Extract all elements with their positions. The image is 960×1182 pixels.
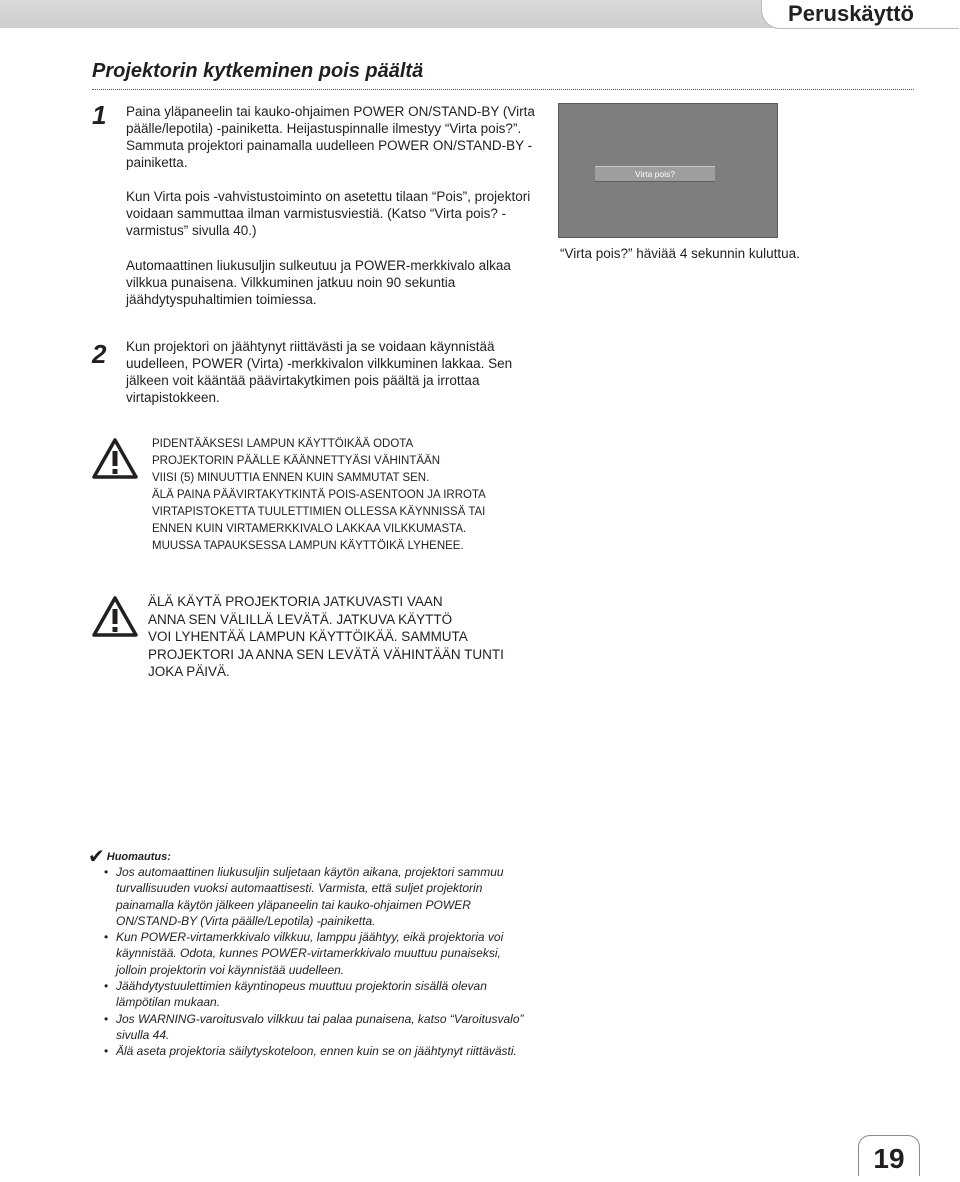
projection-screen-illustration — [558, 103, 778, 238]
note-item: • Kun POWER-virtamerkkivalo vilkkuu, lamppu jäähtyy, eikä projektoria voi käynnistää. Odota, kunnes POWER-virtamerkkivalo muuttuu punaiseksi, jolloin projektorin voi käynnistää uudelleen. — [104, 929, 524, 978]
step-1-paragraph-3: Automaattinen liukusuljin sulkeutuu ja POWER-merkkivalo alkaa vilkkua punaisena. Vilkkuminen jatkuu noin 90 sekuntia jäähdytyspuhaltimien toimiessa. — [126, 258, 511, 307]
note-item: • Jos automaattinen liukusuljin suljetaan käytön aikana, projektori sammuu turvallisuuden vuoksi automaattisesti. Varmista, että suljet projektorin painamalla käytön jälkeen yläpaneelin tai kauko-ohjaimen POWER ON/STAND-BY (Virta päälle/Lepotila) -painiketta. — [104, 864, 524, 929]
note-item: • Jos WARNING-varoitusvalo vilkkuu tai palaa punaisena, katso “Varoitusvalo” sivulla 44. — [104, 1011, 524, 1044]
warning-triangle-icon — [92, 437, 138, 479]
note-item: • Jäähdytystuulettimien käyntinopeus muuttuu projektorin sisällä olevan lämpötilan mukaan. — [104, 978, 524, 1011]
note-list — [104, 864, 524, 1060]
step-1-paragraph-2: Kun Virta pois -vahvistustoiminto on asetettu tilaan “Pois”, projektori voidaan sammuttaa ilman varmistusviestiä. (Katso “Virta pois? -varmistus” sivulla 40.) — [126, 189, 531, 238]
step-number-2: 2 — [92, 339, 107, 369]
note-heading: ✔ Huomautus: — [88, 846, 171, 868]
page-number: 19 — [858, 1135, 920, 1176]
step-1-paragraph-1: Paina yläpaneelin tai kauko-ohjaimen POWER ON/STAND-BY (Virta päälle/lepotila) -painiketta. Heijastuspinnalle ilmestyy “Virta pois?”. Sammuta projektori painamalla uudelleen POWER ON/STAND-BY -painiketta. — [126, 104, 535, 170]
note-item: • Älä aseta projektoria säilytyskoteloon, ennen kuin se on jäähtynyt riittävästi. — [104, 1043, 524, 1059]
screen-caption: “Virta pois?” häviää 4 sekunnin kuluttua. — [560, 246, 800, 261]
title-divider — [92, 89, 914, 90]
step-2-paragraph-1: Kun projektori on jäähtynyt riittävästi ja se voidaan käynnistää uudelleen, POWER (Virta) -merkkivalon vilkkuminen lakkaa. Sen jälkeen voit kääntää päävirtakytkimen pois päältä ja irrottaa virtapistokkeen. — [126, 339, 513, 405]
page-title: Projektorin kytkeminen pois päältä — [92, 60, 424, 82]
warning-1-text: PIDENTÄÄKSESI LAMPUN KÄYTTÖIKÄÄ ODOTA PROJEKTORIN PÄÄLLE KÄÄNNETTYÄSI VÄHINTÄÄN VIISI (5) MINUUTTIA ENNEN KUIN SAMMUTAT SEN. ÄLÄ PAINA PÄÄVIRTAKYTKINTÄ POIS-ASENTOON JA IRROTA VIRTAPISTOKETTA TUULETTIMIEN OLLESSA KÄYNNISSÄ TAI ENNEN KUIN VIRTAMERKKIVALO LAKKAA VILKKUMASTA. MUUSSA TAPAUKSESSA LAMPUN KÄYTTÖIKÄ LYHENEE. — [152, 438, 486, 552]
checkmark-icon: ✔ — [88, 846, 105, 868]
osd-message: Virta pois? — [595, 166, 715, 182]
section-tab: Peruskäyttö — [762, 0, 960, 28]
warning-2-text: ÄLÄ KÄYTÄ PROJEKTORIA JATKUVASTI VAAN ANNA SEN VÄLILLÄ LEVÄTÄ. JATKUVA KÄYTTÖ VOI LYHENTÄÄ LAMPUN KÄYTTÖIKÄÄ. SAMMUTA PROJEKTORI JA ANNA SEN LEVÄTÄ VÄHINTÄÄN TUNTI JOKA PÄIVÄ. — [148, 594, 504, 679]
warning-triangle-icon — [92, 595, 138, 637]
step-number-1: 1 — [92, 100, 107, 130]
